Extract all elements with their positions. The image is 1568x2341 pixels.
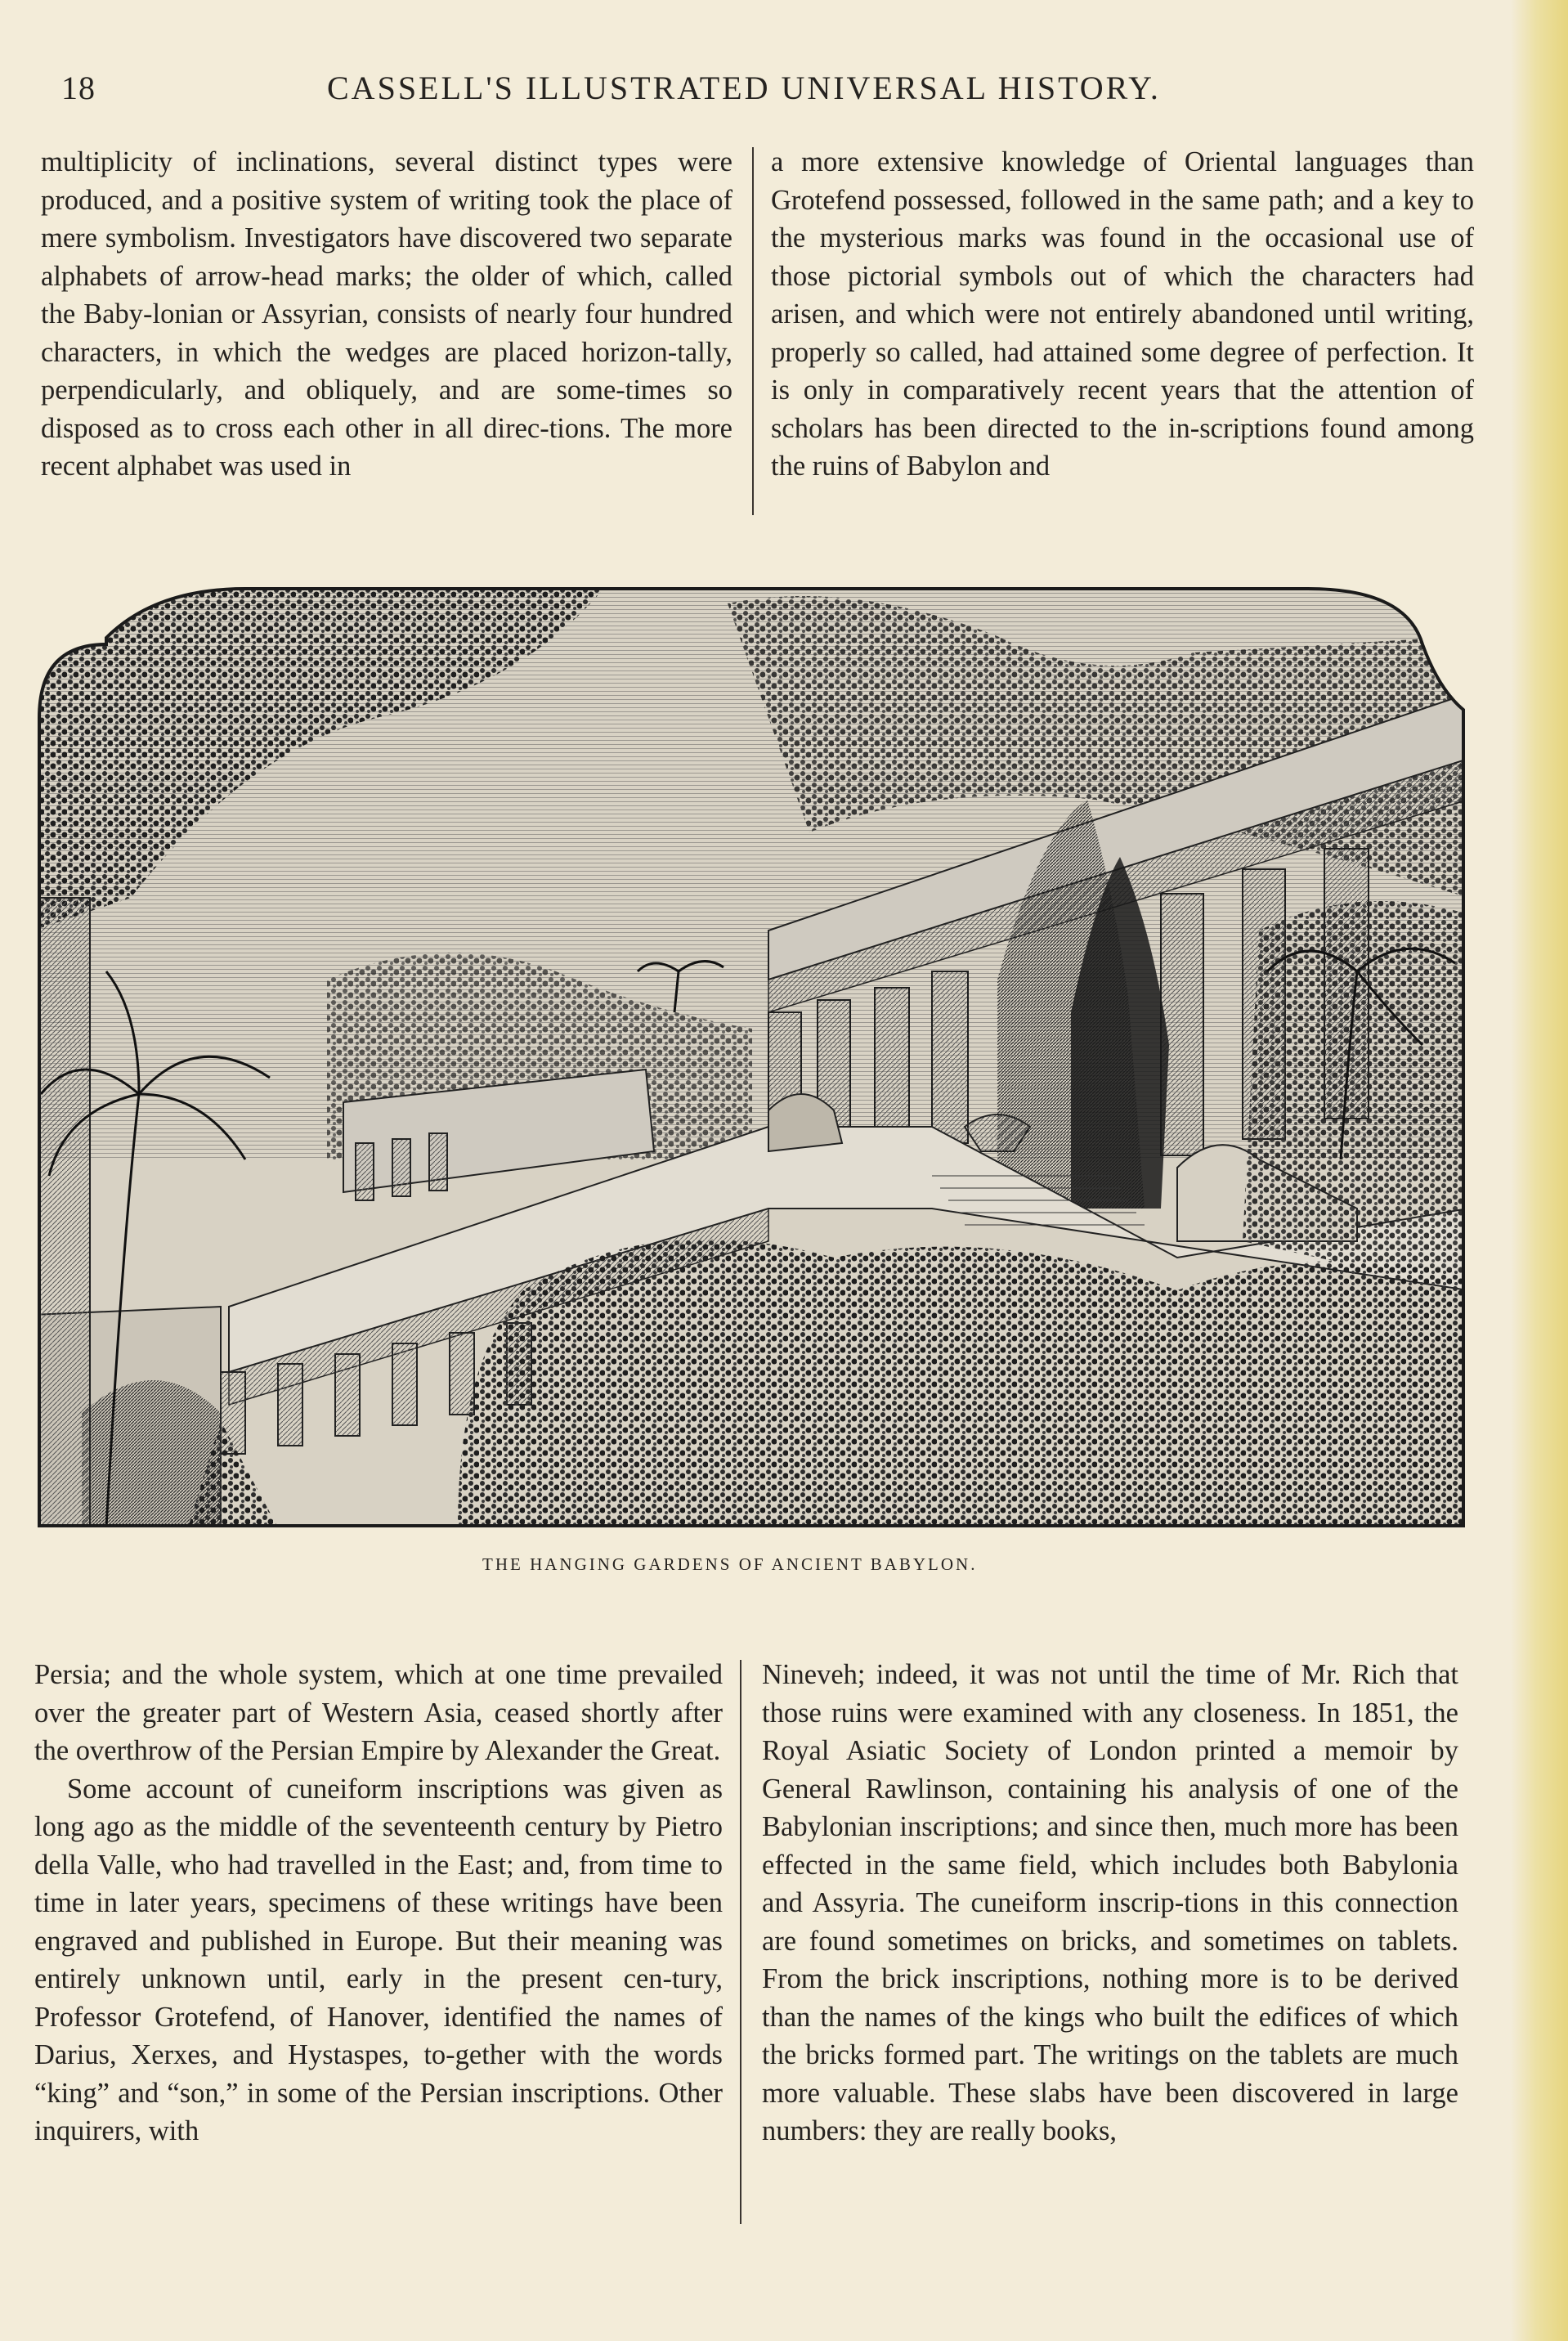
bottom-right-column [762, 1656, 1458, 2150]
paragraph: multiplicity of inclinations, several distinct types were produced, and a positive system of writing took the place of mere symbolism. Investigators have discovered two separate alphabets of arrow-head marks; the older of which, called the Baby-lonian or Assyrian, consists of nearly four hundred characters, in which the wedges are placed horizon-tally, perpendicularly, and obliquely, and are some-times so disposed as to cross each other in all direc-tions. The more recent alphabet was used in [41, 146, 732, 482]
top-left-column [41, 143, 732, 486]
column-rule-top [752, 147, 754, 515]
illustration-caption: THE HANGING GARDENS OF ANCIENT BABYLON. [482, 1554, 978, 1574]
running-head: CASSELL'S ILLUSTRATED UNIVERSAL HISTORY. [327, 70, 1161, 106]
paragraph: Some account of cuneiform inscriptions was given as long ago as the middle of the seventeenth century by Pietro della Valle, who had travelled in the East; and, from time to time in later years, specimens of these writings have been engraved and published in Europe. But their meaning was entirely unknown until, early in the present cen-tury, Professor Grotefend, of Hanover, identified the names of Darius, Xerxes, and Hystaspes, to-gether with the words “king” and “son,” in some of the Persian inscriptions. Other inquirers, with [34, 1773, 723, 2146]
page-header [61, 64, 1189, 113]
page-edge-shadow [1511, 0, 1568, 2341]
paragraph: Persia; and the whole system, which at one time prevailed over the greater part of Western Asia, ceased shortly after the overthrow of the Persian Empire by Alexander the Great. [34, 1659, 723, 1766]
paragraph: a more extensive knowledge of Oriental languages than Grotefend possessed, followed in the same path; and a key to the mysterious marks was found in the occasional use of those pictorial symbols out of which the characters had arisen, and which were not entirely abandoned until writing, properly so called, had attained some degree of perfection. It is only in comparatively recent years that the attention of scholars has been directed to the in-scriptions found among the ruins of Babylon and [771, 146, 1474, 482]
column-rule-bottom [740, 1660, 741, 2224]
hanging-gardens-illustration [33, 587, 1468, 1527]
page-number: 18 [61, 70, 96, 106]
bottom-left-column [34, 1656, 723, 2150]
top-right-column [771, 143, 1474, 486]
paragraph: Nineveh; indeed, it was not until the time of Mr. Rich that those ruins were examined with any closeness. In 1851, the Royal Asiatic Society of London printed a memoir by General Rawlinson, containing his analysis of one of the Babylonian inscriptions; and since then, much more has been effected in the same field, which includes both Babylonia and Assyria. The cuneiform inscrip-tions in this connection are found sometimes on bricks, and sometimes on tablets. From the brick inscriptions, nothing more is to be derived than the names of the kings who built the edifices of which the bricks formed part. The writings on the tablets are much more valuable. These slabs have been discovered in large numbers: they are really books, [762, 1659, 1458, 2146]
